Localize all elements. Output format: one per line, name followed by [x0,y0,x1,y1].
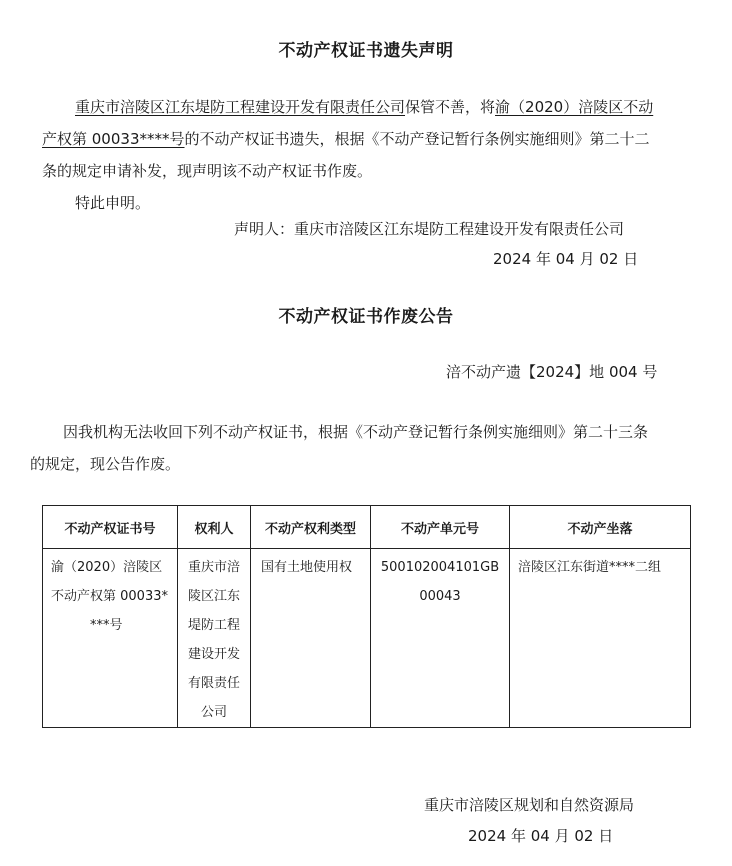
declaration-body-line [42,123,702,155]
cell-unit-number [371,549,510,728]
body-text: 保管不善，将 [405,98,496,116]
table-row [43,549,691,728]
declaration-date: 2024 年 04 月 02 日 [493,250,639,268]
underlined-text: 重庆市涪陵区江东堤防工程建设开发有限责任公司 [75,98,406,116]
header-location: 不动产坐落 [510,506,691,549]
cell-line: 00043 [419,589,461,604]
cell-line: 公司 [200,705,227,720]
cell-line: 国有土地使用权 [261,560,353,575]
body-text: 条的规定申请补发，现声明该不动产权证书作废。 [42,162,373,180]
notice-doc-number: 涪不动产遗【2024】地 004 号 [446,363,658,381]
cell-right-type [251,549,371,728]
header-right-holder: 权利人 [178,506,251,549]
cell-line: 陵区江东 [187,589,240,604]
invalidated-certificates-table [42,505,691,728]
notice-body [30,416,700,480]
declarant-line: 声明人：重庆市涪陵区江东堤防工程建设开发有限责任公司 [234,220,625,238]
notice-title: 不动产权证书作废公告 [278,307,454,327]
notice-body-line: 因我机构无法收回下列不动产权证书，根据《不动产登记暂行条例实施细则》第二十三条 [63,423,649,441]
cell-line: ***号 [90,618,123,633]
cell-line: 渝（2020）涪陵区 [51,560,163,575]
body-text: 的不动产权证书遗失，根据《不动产登记暂行条例实施细则》第二十二 [184,130,650,148]
declaration-title: 不动产权证书遗失声明 [278,41,454,61]
cell-line: 涪陵区江东街道****二组 [518,560,662,575]
header-unit-number: 不动产单元号 [371,506,510,549]
cell-line: 建设开发 [187,647,240,662]
cell-line: 不动产权第 00033* [51,589,168,604]
header-right-type: 不动产权利类型 [251,506,371,549]
underlined-text: 产权第 00033****号 [42,130,185,148]
cell-line: 有限责任 [187,676,240,691]
cell-certificate-number [43,549,178,728]
issuer-name: 重庆市涪陵区规划和自然资源局 [424,796,635,814]
declaration-body-line [42,155,702,187]
table-header-row [43,506,691,549]
underlined-text: 渝（2020）涪陵区不动 [495,98,654,116]
header-certificate-number: 不动产权证书号 [43,506,178,549]
cell-right-holder [178,549,251,728]
cell-line: 500102004101GB [380,560,500,575]
declaration-body [42,91,702,219]
declaration-body-line [42,91,702,123]
cell-line: 重庆市涪 [187,560,240,575]
notice-date: 2024 年 04 月 02 日 [468,827,614,845]
cell-line: 堤防工程 [187,618,240,633]
notice-body-line: 的规定，现公告作废。 [30,455,181,473]
body-text: 特此申明。 [75,194,151,212]
cell-location [510,549,691,728]
